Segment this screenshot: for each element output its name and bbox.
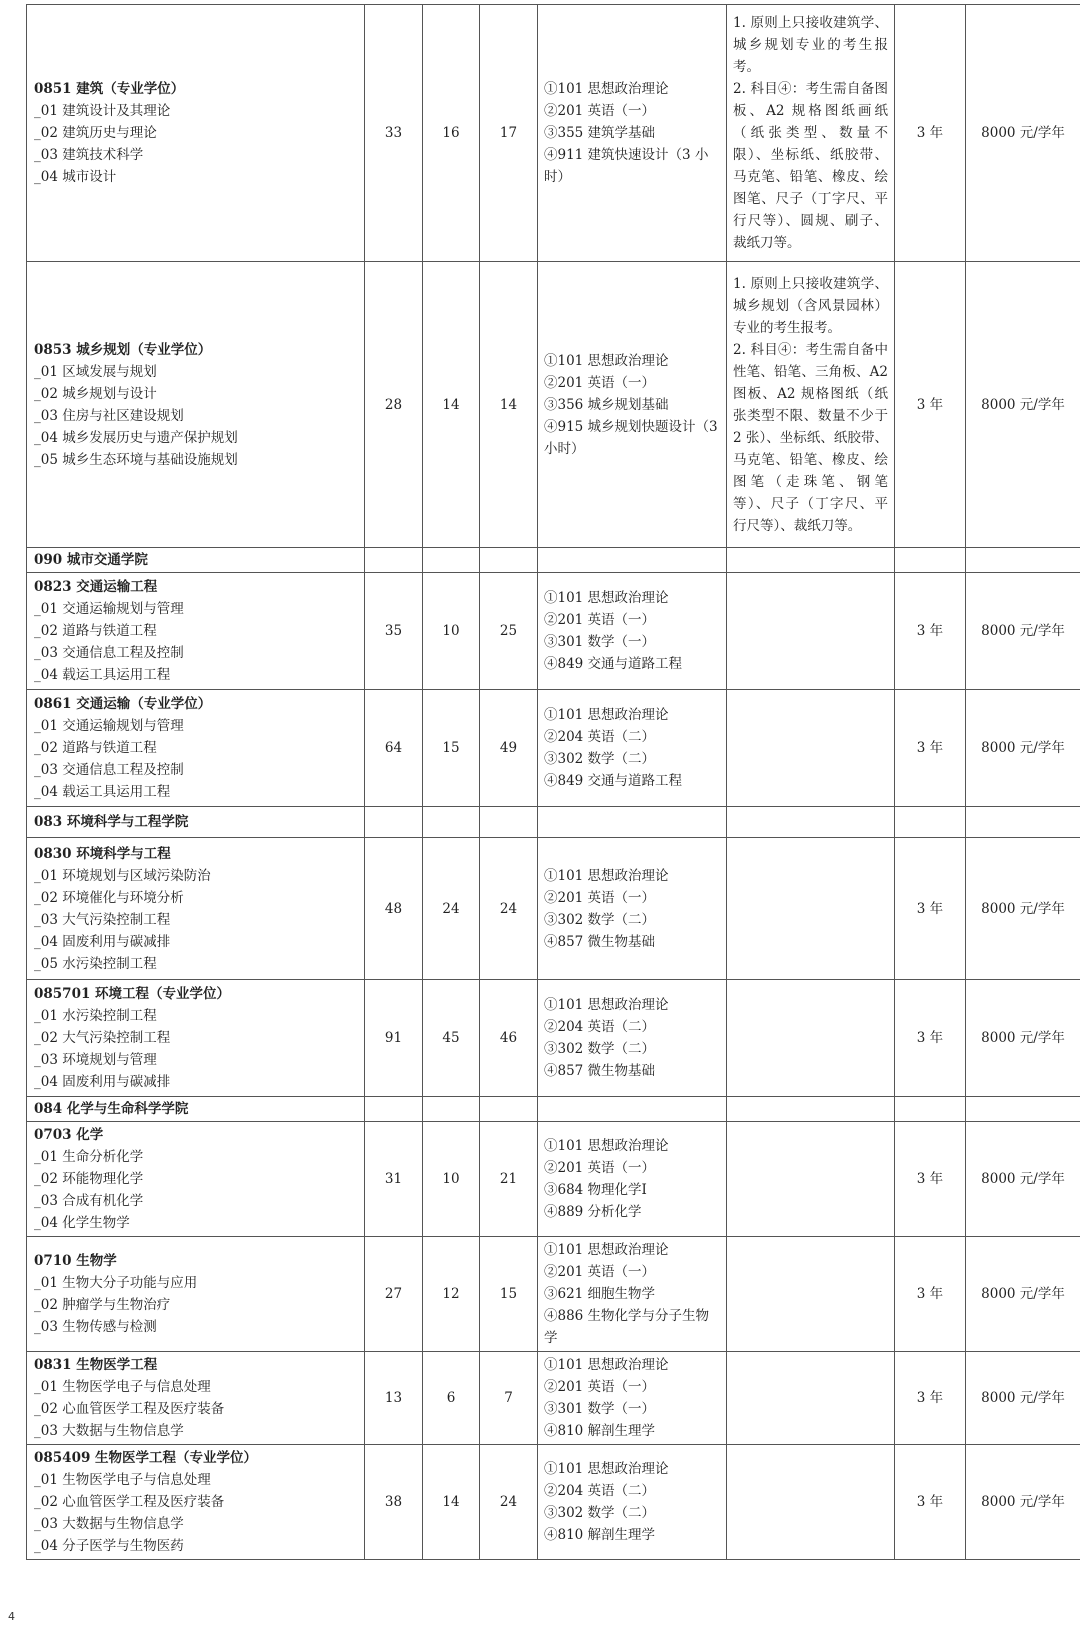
research-direction: _04 载运工具运用工程 — [34, 784, 171, 800]
tuition-fee: 8000 元/学年 — [966, 1445, 1080, 1560]
exam-subject: ②201 英语（一） — [544, 889, 656, 906]
research-direction: _03 合成有机化学 — [34, 1193, 144, 1209]
notes-cell — [727, 573, 895, 690]
empty-cell — [480, 1097, 538, 1122]
exam-subject: ①101 思想政治理论 — [544, 81, 669, 97]
program-title: 0831 生物医学工程 — [34, 1357, 158, 1373]
exam-subjects — [538, 5, 727, 262]
research-direction: _03 交通信息工程及控制 — [34, 645, 184, 661]
program-row — [27, 5, 1080, 262]
exam-subject: ④849 交通与道路工程 — [544, 773, 683, 789]
research-direction: _04 分子医学与生物医药 — [34, 1538, 184, 1554]
tuition-fee: 8000 元/学年 — [966, 1237, 1080, 1352]
study-duration: 3 年 — [895, 1237, 966, 1352]
program-cell — [27, 262, 365, 548]
tuition-fee: 8000 元/学年 — [966, 690, 1080, 807]
study-duration: 3 年 — [895, 838, 966, 980]
table-body — [27, 5, 1080, 1560]
program-row — [27, 1122, 1080, 1237]
quota-a: 14 — [423, 262, 480, 548]
program-title: 0861 交通运输（专业学位） — [34, 696, 212, 712]
quota-a: 24 — [423, 838, 480, 980]
study-duration: 3 年 — [895, 1445, 966, 1560]
empty-cell — [966, 548, 1080, 573]
empty-cell — [727, 548, 895, 573]
note-paragraph: 1. 原则上只接收建筑学、城乡规划（含风景园林）专业的考生报考。 — [733, 275, 888, 336]
empty-cell — [966, 1097, 1080, 1122]
program-cell — [27, 690, 365, 807]
exam-subjects — [538, 573, 727, 690]
program-title: 085701 环境工程（专业学位） — [34, 986, 231, 1002]
empty-cell — [365, 1097, 423, 1122]
study-duration: 3 年 — [895, 5, 966, 262]
research-direction: _03 环境规划与管理 — [34, 1052, 157, 1068]
department-name: 084 化学与生命科学学院 — [27, 1097, 365, 1122]
research-direction: _02 建筑历史与理论 — [34, 125, 157, 141]
exam-subjects — [538, 838, 727, 980]
program-title: 0703 化学 — [34, 1127, 104, 1143]
program-cell — [27, 573, 365, 690]
study-duration: 3 年 — [895, 690, 966, 807]
research-direction: _02 心血管医学工程及医疗装备 — [34, 1494, 225, 1510]
exam-subjects — [538, 1352, 727, 1445]
study-duration: 3 年 — [895, 1122, 966, 1237]
exam-subject: ①101 思想政治理论 — [544, 1461, 669, 1477]
empty-cell — [423, 548, 480, 573]
quota-a: 15 — [423, 690, 480, 807]
admissions-table — [26, 4, 1080, 1560]
exam-subject: ④886 生物化学与分子生物学 — [544, 1308, 710, 1346]
exam-subject: ②204 英语（二） — [544, 729, 656, 745]
exam-subject: ③684 物理化学Ⅰ — [544, 1182, 647, 1198]
exam-subject: ②201 英语（一） — [544, 374, 656, 391]
tuition-fee: 8000 元/学年 — [966, 1352, 1080, 1445]
total-quota: 13 — [365, 1352, 423, 1445]
exam-subject: ④849 交通与道路工程 — [544, 656, 683, 672]
exam-subject: ②201 英语（一） — [544, 1379, 656, 1395]
exam-subject: ①101 思想政治理论 — [544, 1138, 669, 1154]
empty-cell — [966, 807, 1080, 838]
department-row — [27, 807, 1080, 838]
research-direction: _02 道路与铁道工程 — [34, 623, 157, 639]
exam-subject: ②204 英语（二） — [544, 1019, 656, 1035]
program-title: 0830 环境科学与工程 — [34, 845, 171, 862]
research-direction: _04 固废利用与碳减排 — [34, 1074, 171, 1090]
notes-cell — [727, 5, 895, 262]
exam-subject: ③302 数学（二） — [544, 751, 656, 767]
total-quota: 38 — [365, 1445, 423, 1560]
research-direction: _01 环境规划与区域污染防治 — [34, 867, 211, 884]
exam-subject: ③621 细胞生物学 — [544, 1286, 656, 1302]
exam-subject: ②201 英语（一） — [544, 612, 656, 628]
exam-subject: ③302 数学（二） — [544, 911, 656, 928]
exam-subjects — [538, 1122, 727, 1237]
exam-subject: ③301 数学（一） — [544, 634, 656, 650]
research-direction: _02 城乡规划与设计 — [34, 385, 157, 402]
notes-cell — [727, 262, 895, 548]
research-direction: _04 城乡发展历史与遗产保护规划 — [34, 429, 238, 446]
empty-cell — [727, 807, 895, 838]
total-quota: 31 — [365, 1122, 423, 1237]
exam-subject: ①101 思想政治理论 — [544, 1242, 669, 1258]
tuition-fee: 8000 元/学年 — [966, 838, 1080, 980]
exam-subject: ①101 思想政治理论 — [544, 1357, 669, 1373]
program-cell — [27, 1122, 365, 1237]
empty-cell — [727, 1097, 895, 1122]
exam-subject: ④857 微生物基础 — [544, 1063, 656, 1079]
exam-subject: ②201 英语（一） — [544, 1160, 656, 1176]
quota-a: 12 — [423, 1237, 480, 1352]
quota-b: 15 — [480, 1237, 538, 1352]
department-row — [27, 1097, 1080, 1122]
quota-a: 45 — [423, 980, 480, 1097]
empty-cell — [895, 1097, 966, 1122]
exam-subject: ①101 思想政治理论 — [544, 590, 669, 606]
tuition-fee: 8000 元/学年 — [966, 1122, 1080, 1237]
empty-cell — [538, 548, 727, 573]
empty-cell — [423, 807, 480, 838]
research-direction: _04 固废利用与碳减排 — [34, 933, 171, 950]
research-direction: _03 大数据与生物信息学 — [34, 1423, 184, 1439]
exam-subject: ③302 数学（二） — [544, 1505, 656, 1521]
notes-cell — [727, 1352, 895, 1445]
empty-cell — [895, 548, 966, 573]
exam-subject: ④889 分析化学 — [544, 1204, 642, 1220]
research-direction: _01 建筑设计及其理论 — [34, 103, 171, 119]
program-title: 0710 生物学 — [34, 1253, 117, 1269]
research-direction: _02 道路与铁道工程 — [34, 740, 157, 756]
total-quota: 91 — [365, 980, 423, 1097]
empty-cell — [538, 807, 727, 838]
quota-b: 21 — [480, 1122, 538, 1237]
research-direction: _01 生命分析化学 — [34, 1149, 144, 1165]
exam-subject: ②201 英语（一） — [544, 1264, 656, 1280]
exam-subject: ②204 英语（二） — [544, 1483, 656, 1499]
note-paragraph: 2. 科目④：考生需自备图板、A2 规格图纸画纸（纸张类型、数量不限）、坐标纸、纸胶带、马克笔、铅笔、橡皮、绘图笔、尺子（丁字尺、平行尺等）、圆规、刷子、裁纸刀等。 — [733, 81, 888, 251]
empty-cell — [365, 807, 423, 838]
exam-subjects — [538, 262, 727, 548]
quota-b: 49 — [480, 690, 538, 807]
study-duration: 3 年 — [895, 573, 966, 690]
program-title: 0853 城乡规划（专业学位） — [34, 341, 212, 358]
exam-subject: ④857 微生物基础 — [544, 933, 656, 950]
exam-subject: ③301 数学（一） — [544, 1401, 656, 1417]
notes-cell — [727, 980, 895, 1097]
quota-b: 24 — [480, 838, 538, 980]
research-direction: _03 大数据与生物信息学 — [34, 1516, 184, 1532]
department-row — [27, 548, 1080, 573]
research-direction: _02 心血管医学工程及医疗装备 — [34, 1401, 225, 1417]
department-name: 083 环境科学与工程学院 — [27, 807, 365, 838]
research-direction: _01 区域发展与规划 — [34, 363, 157, 380]
exam-subjects — [538, 1237, 727, 1352]
program-title: 085409 生物医学工程（专业学位） — [34, 1450, 258, 1466]
exam-subject: ③356 城乡规划基础 — [544, 396, 669, 413]
tuition-fee: 8000 元/学年 — [966, 980, 1080, 1097]
exam-subject: ①101 思想政治理论 — [544, 997, 669, 1013]
exam-subject: ③302 数学（二） — [544, 1041, 656, 1057]
notes-cell — [727, 690, 895, 807]
tuition-fee: 8000 元/学年 — [966, 573, 1080, 690]
quota-a: 14 — [423, 1445, 480, 1560]
research-direction: _01 生物大分子功能与应用 — [34, 1275, 198, 1291]
empty-cell — [480, 548, 538, 573]
quota-b: 14 — [480, 262, 538, 548]
total-quota: 27 — [365, 1237, 423, 1352]
program-cell — [27, 1352, 365, 1445]
research-direction: _03 交通信息工程及控制 — [34, 762, 184, 778]
total-quota: 64 — [365, 690, 423, 807]
program-row — [27, 1445, 1080, 1560]
research-direction: _02 环境催化与环境分析 — [34, 889, 184, 906]
empty-cell — [480, 807, 538, 838]
exam-subject: ④810 解剖生理学 — [544, 1423, 656, 1439]
research-direction: _01 水污染控制工程 — [34, 1008, 157, 1024]
research-direction: _05 城乡生态环境与基础设施规划 — [34, 451, 238, 468]
total-quota: 28 — [365, 262, 423, 548]
quota-b: 25 — [480, 573, 538, 690]
exam-subject: ④915 城乡规划快题设计（3 小时） — [544, 418, 718, 457]
exam-subjects — [538, 1445, 727, 1560]
quota-b: 24 — [480, 1445, 538, 1560]
research-direction: _04 化学生物学 — [34, 1215, 130, 1231]
total-quota: 35 — [365, 573, 423, 690]
study-duration: 3 年 — [895, 1352, 966, 1445]
exam-subject: ①101 思想政治理论 — [544, 352, 669, 369]
empty-cell — [365, 548, 423, 573]
quota-b: 46 — [480, 980, 538, 1097]
exam-subject: ④810 解剖生理学 — [544, 1527, 656, 1543]
quota-a: 10 — [423, 573, 480, 690]
research-direction: _01 交通运输规划与管理 — [34, 601, 184, 617]
program-cell — [27, 5, 365, 262]
notes-cell — [727, 1122, 895, 1237]
exam-subject: ①101 思想政治理论 — [544, 867, 669, 884]
total-quota: 48 — [365, 838, 423, 980]
quota-a: 10 — [423, 1122, 480, 1237]
quota-b: 17 — [480, 5, 538, 262]
tuition-fee: 8000 元/学年 — [966, 5, 1080, 262]
research-direction: _02 大气污染控制工程 — [34, 1030, 171, 1046]
total-quota: 33 — [365, 5, 423, 262]
program-row — [27, 1352, 1080, 1445]
program-row — [27, 1237, 1080, 1352]
exam-subject: ①101 思想政治理论 — [544, 707, 669, 723]
program-row — [27, 262, 1080, 548]
empty-cell — [895, 807, 966, 838]
exam-subjects — [538, 690, 727, 807]
program-row — [27, 980, 1080, 1097]
study-duration: 3 年 — [895, 980, 966, 1097]
study-duration: 3 年 — [895, 262, 966, 548]
exam-subject: ②201 英语（一） — [544, 103, 656, 119]
research-direction: _04 城市设计 — [34, 169, 117, 185]
empty-cell — [538, 1097, 727, 1122]
notes-cell — [727, 1445, 895, 1560]
program-title: 0851 建筑（专业学位） — [34, 81, 185, 97]
research-direction: _02 肿瘤学与生物治疗 — [34, 1297, 171, 1313]
program-row — [27, 838, 1080, 980]
exam-subjects — [538, 980, 727, 1097]
program-cell — [27, 980, 365, 1097]
program-row — [27, 690, 1080, 807]
research-direction: _03 生物传感与检测 — [34, 1319, 157, 1335]
notes-cell — [727, 838, 895, 980]
research-direction: _04 载运工具运用工程 — [34, 667, 171, 683]
exam-subject: ③355 建筑学基础 — [544, 125, 656, 141]
exam-subject: ④911 建筑快速设计（3 小时） — [544, 147, 709, 185]
research-direction: _03 大气污染控制工程 — [34, 911, 171, 928]
note-paragraph: 2. 科目④：考生需自备中性笔、铅笔、三角板、A2 图板、A2 规格图纸（纸张类型不限、数量不少于 2 张）、坐标纸、纸胶带、马克笔、铅笔、橡皮、绘图笔（走珠笔、钢笔等）、尺子（丁字尺、平行尺等）、裁纸刀等。 — [733, 341, 888, 534]
research-direction: _01 生物医学电子与信息处理 — [34, 1472, 211, 1488]
research-direction: _05 水污染控制工程 — [34, 955, 157, 972]
program-cell — [27, 838, 365, 980]
research-direction: _01 交通运输规划与管理 — [34, 718, 184, 734]
research-direction: _03 建筑技术科学 — [34, 147, 144, 163]
program-cell — [27, 1237, 365, 1352]
research-direction: _02 环能物理化学 — [34, 1171, 144, 1187]
program-title: 0823 交通运输工程 — [34, 579, 158, 595]
note-paragraph: 1. 原则上只接收建筑学、城乡规划专业的考生报考。 — [733, 15, 888, 75]
research-direction: _03 住房与社区建设规划 — [34, 407, 184, 424]
quota-a: 6 — [423, 1352, 480, 1445]
research-direction: _01 生物医学电子与信息处理 — [34, 1379, 211, 1395]
page-number: 4 — [8, 1610, 15, 1623]
department-name: 090 城市交通学院 — [27, 548, 365, 573]
tuition-fee: 8000 元/学年 — [966, 262, 1080, 548]
program-cell — [27, 1445, 365, 1560]
program-row — [27, 573, 1080, 690]
quota-a: 16 — [423, 5, 480, 262]
empty-cell — [423, 1097, 480, 1122]
quota-b: 7 — [480, 1352, 538, 1445]
notes-cell — [727, 1237, 895, 1352]
